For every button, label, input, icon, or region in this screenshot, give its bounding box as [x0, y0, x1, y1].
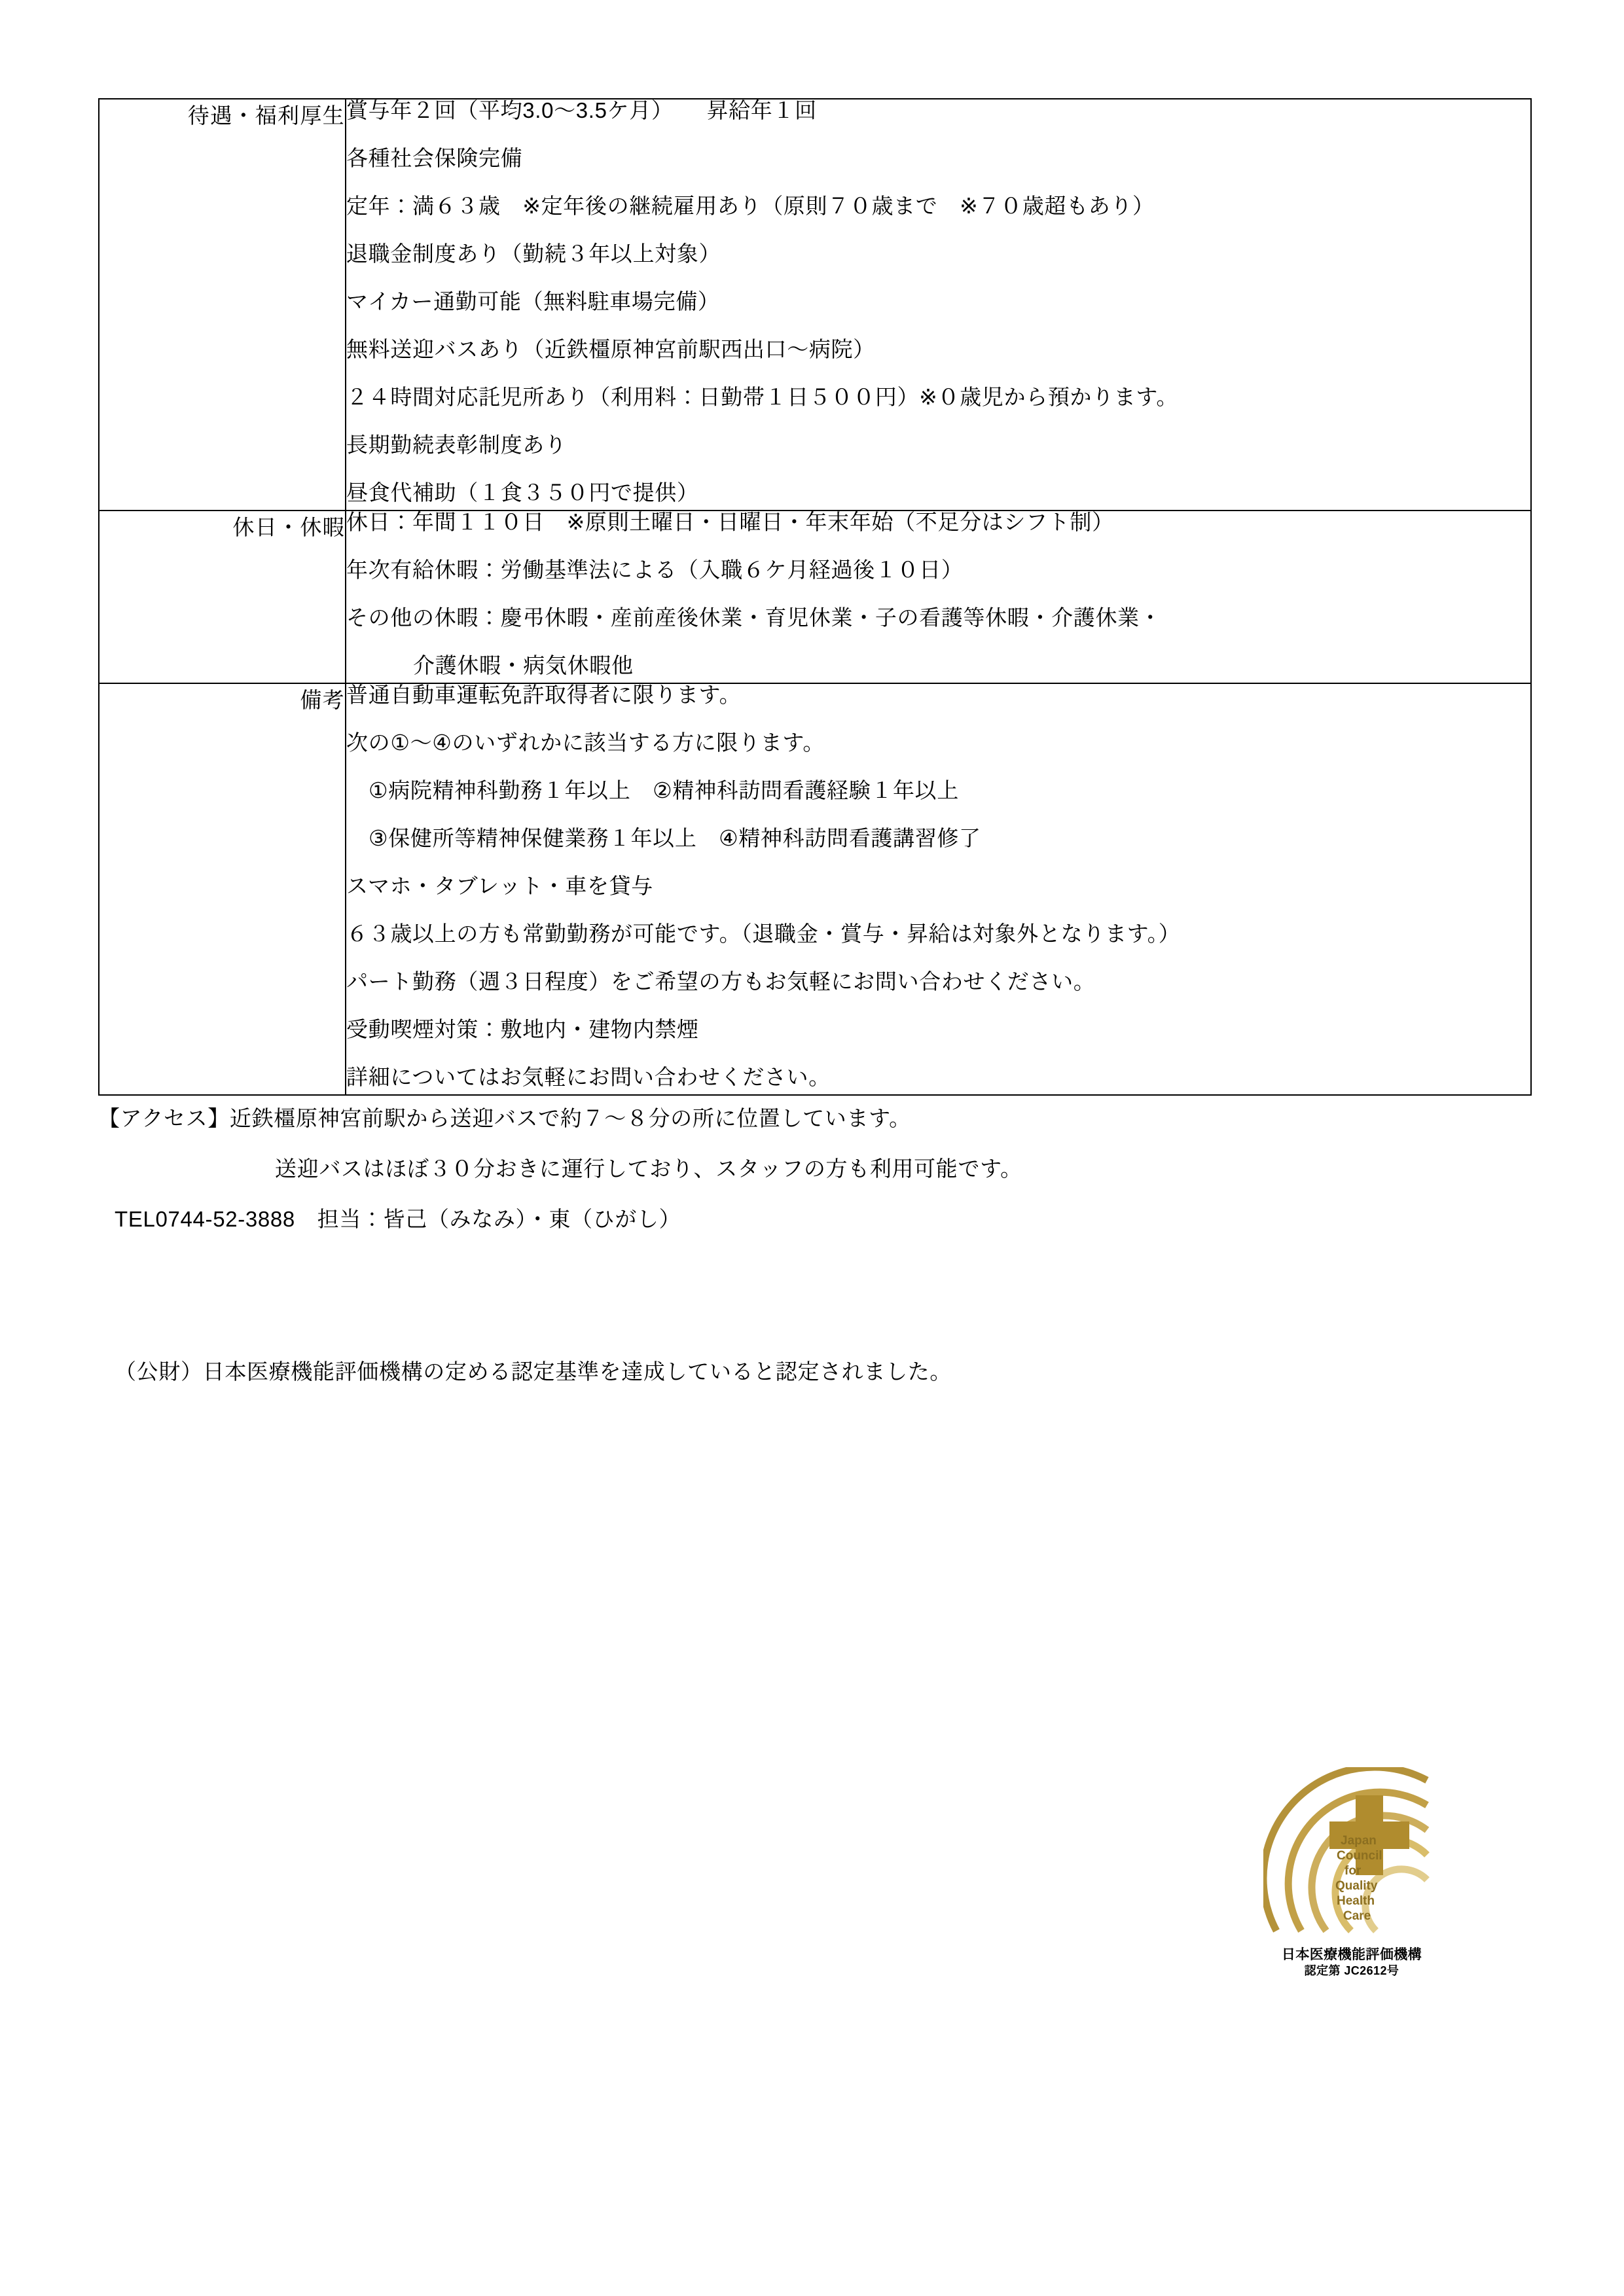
notes-line-9: 詳細についてはお気軽にお問い合わせください。: [346, 1065, 831, 1089]
row-label-holidays: 休日・休暇: [99, 511, 346, 683]
svg-text:Care: Care: [1343, 1909, 1371, 1923]
contact-tel-line: TEL0744-52-3888 担当：皆己（みなみ）・東（ひがし）: [115, 1207, 681, 1231]
svg-text:Japan: Japan: [1341, 1834, 1377, 1848]
certification-number: 認定第 JC2612号: [1304, 1964, 1399, 1978]
notes-line-7: パート勤務（週３日程度）をご希望の方もお気軽にお問い合わせください。: [346, 969, 1096, 994]
row-label-notes: 備考: [99, 683, 346, 1095]
table-row: [99, 99, 1531, 511]
document-body: [98, 98, 1532, 1382]
notes-line-8: 受動喫煙対策：敷地内・建物内禁煙: [346, 1017, 699, 1041]
table-row: [99, 511, 1531, 683]
access-line-2: 送迎バスはほぼ３０分おきに運行しており、スタッフの方も利用可能です。: [275, 1157, 1022, 1181]
row-content-holidays: [346, 511, 1531, 683]
jcqhc-logo: [1263, 1767, 1440, 1944]
access-section: [98, 1107, 1532, 1382]
notes-line-3: ①病院精神科勤務１年以上 ②精神科訪問看護経験１年以上: [369, 778, 959, 802]
holidays-line-4: 介護休暇・病気休暇他: [413, 653, 634, 677]
svg-text:for: for: [1344, 1864, 1362, 1878]
svg-text:Quality: Quality: [1335, 1879, 1378, 1893]
benefits-line-6: 無料送迎バスあり（近鉄橿原神宮前駅西出口～病院）: [346, 337, 875, 361]
certification-text: （公財）日本医療機能評価機構の定める認定基準を達成していると認定されました。: [115, 1359, 952, 1384]
benefits-line-5: マイカー通勤可能（無料駐車場完備）: [346, 289, 720, 314]
certification-caption-block: [1263, 1946, 1440, 1979]
row-content-notes: [346, 683, 1531, 1095]
notes-line-6: ６３歳以上の方も常勤勤務が可能です。（退職金・賞与・昇給は対象外となります。）: [346, 922, 1181, 946]
holidays-line-3: その他の休暇：慶弔休暇・産前産後休業・育児休業・子の看護等休暇・介護休業・: [346, 605, 1162, 630]
notes-line-2: 次の①～④のいずれかに該当する方に限ります。: [346, 730, 825, 755]
benefits-line-8: 長期勤続表彰制度あり: [346, 433, 567, 457]
svg-text:Health: Health: [1337, 1894, 1375, 1908]
svg-text:Council: Council: [1337, 1849, 1382, 1863]
certification-mark: [1263, 1767, 1460, 2003]
benefits-line-4: 退職金制度あり（勤続３年以上対象）: [346, 242, 721, 266]
benefits-line-2: 各種社会保険完備: [346, 146, 523, 170]
notes-line-5: スマホ・タブレット・車を貸与: [346, 874, 653, 898]
row-content-benefits: [346, 99, 1531, 511]
jcqhc-logo-svg: [1263, 1767, 1440, 1944]
holidays-line-1: 休日：年間１１０日 ※原則土曜日・日曜日・年末年始（不足分はシフト制）: [346, 510, 1114, 534]
conditions-table: [98, 98, 1532, 1096]
notes-line-4: ③保健所等精神保健業務１年以上 ④精神科訪問看護講習修了: [369, 826, 981, 850]
certification-caption: 日本医療機能評価機構: [1281, 1947, 1422, 1962]
access-line-1: 【アクセス】近鉄橿原神宮前駅から送迎バスで約７～８分の所に位置しています。: [98, 1106, 911, 1130]
benefits-line-3: 定年：満６３歳 ※定年後の継続雇用あり（原則７０歳まで ※７０歳超もあり）: [346, 194, 1155, 218]
benefits-line-1: 賞与年２回（平均3.0～3.5ケ月） 昇給年１回: [346, 98, 817, 122]
benefits-line-7: ２４時間対応託児所あり（利用料：日勤帯１日５００円）※０歳児から預かります。: [346, 385, 1179, 409]
row-label-benefits: 待遇・福利厚生: [99, 99, 346, 511]
holidays-line-2: 年次有給休暇：労働基準法による（入職６ケ月経過後１０日）: [346, 558, 964, 582]
benefits-line-9: 昼食代補助（１食３５０円で提供）: [346, 480, 699, 505]
notes-line-1: 普通自動車運転免許取得者に限ります。: [346, 683, 742, 707]
table-row: [99, 683, 1531, 1095]
